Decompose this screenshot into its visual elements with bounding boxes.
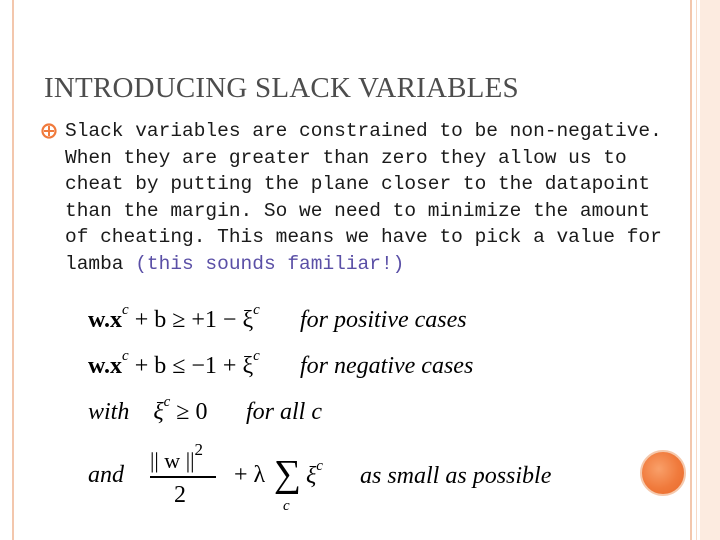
- eq2-label: for negative cases: [300, 353, 474, 379]
- right-edge-rule-1: [690, 0, 692, 540]
- sum-subscript: c: [283, 498, 290, 514]
- bullet-text: [65, 118, 685, 277]
- slide-title: INTRODUCING SLACK VARIABLES: [44, 72, 519, 104]
- left-edge-rule: [12, 0, 14, 540]
- eq2-middle: + b ≤ −1 + ξ: [128, 353, 254, 379]
- eq4-word: and: [88, 462, 124, 488]
- decorative-orange-circle: [640, 450, 686, 496]
- fraction-bar: [150, 476, 216, 478]
- eq1-sup: c: [122, 302, 129, 318]
- eq3-word: with: [88, 399, 130, 425]
- right-edge-band: [700, 0, 720, 540]
- eq4-label: as small as possible: [360, 463, 552, 489]
- right-edge-rule-2: [696, 0, 697, 540]
- eq4-numerator: [150, 440, 204, 475]
- eq2-sup2: c: [253, 348, 260, 364]
- eq4-xi: [306, 458, 323, 490]
- eq1-sup2: c: [253, 302, 260, 318]
- eq3-xi: ξ: [153, 399, 164, 425]
- sum-symbol: ∑: [274, 453, 302, 495]
- eq3-label: for all c: [246, 399, 322, 425]
- bullet-highlight-text: (this sounds familiar!): [135, 252, 405, 275]
- eq4-xi-symbol: ξ: [306, 463, 317, 489]
- eq1-label: for positive cases: [300, 307, 467, 333]
- eq4-num-sup: 2: [194, 440, 204, 459]
- eq4-plus-lambda: + λ: [234, 462, 266, 488]
- eq1-lhs: w.x: [88, 307, 123, 333]
- equation-positive-cases: [88, 302, 260, 334]
- eq1-middle: + b ≥ +1 − ξ: [128, 307, 254, 333]
- bullet-marker-icon: [40, 122, 58, 140]
- eq4-xi-sup: c: [316, 458, 323, 474]
- eq4-denominator: 2: [174, 482, 186, 508]
- eq4-numerator-text: || w ||: [150, 448, 195, 473]
- eq3-rel: ≥ 0: [170, 399, 208, 425]
- eq3-sup: c: [163, 394, 171, 410]
- eq2-sup: c: [122, 348, 129, 364]
- bullet-main-text: Slack variables are constrained to be non-negative. When they are greater than zero they allow us to cheat by putting the plane closer to the datapoint than the margin. So we need to minimize the amount of cheating. This means we have to pick a value for lamba: [65, 120, 662, 275]
- equation-negative-cases: [88, 348, 260, 380]
- eq2-lhs: w.x: [88, 353, 123, 379]
- equation-all-cases: [88, 394, 208, 426]
